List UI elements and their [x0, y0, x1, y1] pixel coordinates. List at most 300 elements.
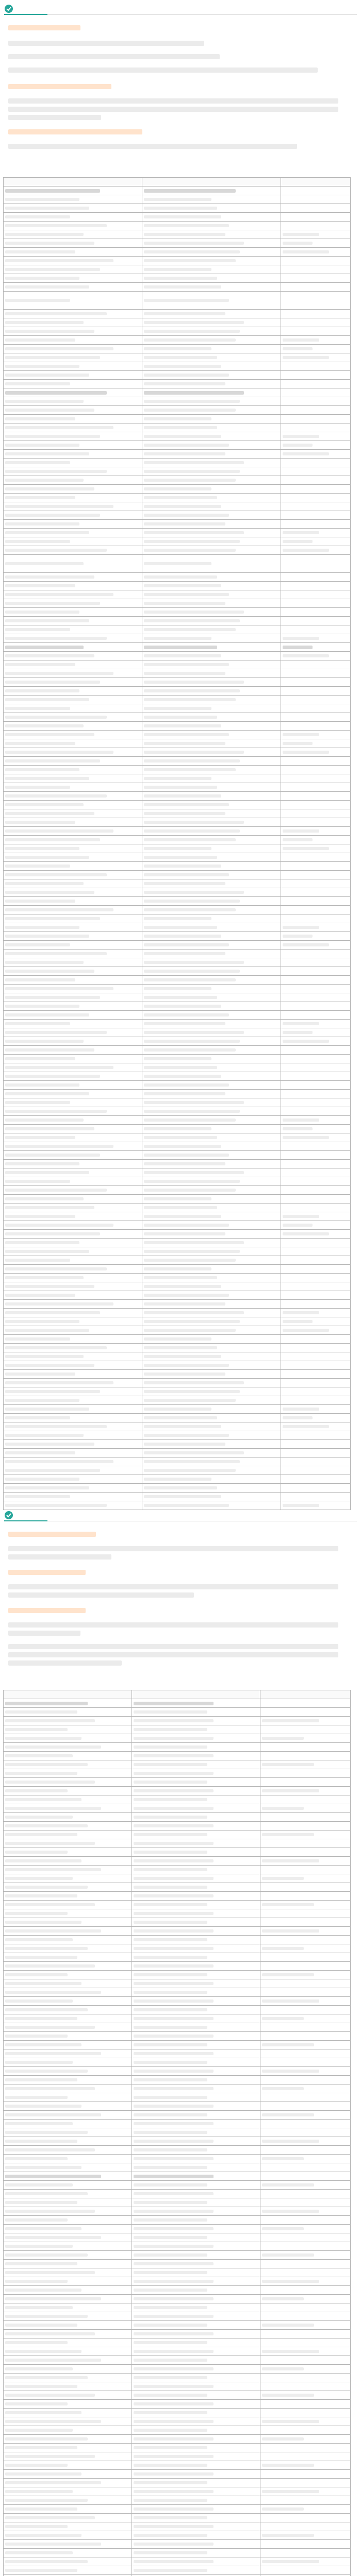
- table-cell: [260, 2233, 351, 2242]
- table-row: [4, 1002, 351, 1011]
- table-row: [4, 1997, 351, 2006]
- table-cell: [142, 1133, 281, 1142]
- table-row: [4, 292, 351, 310]
- table-cell: [4, 2032, 132, 2041]
- table-cell: [260, 1848, 351, 1857]
- table-cell: [132, 1918, 260, 1927]
- table-row: [4, 2470, 351, 2479]
- comparison-table-1: [3, 177, 351, 1510]
- table-cell: [4, 1133, 142, 1142]
- table-cell: [142, 1247, 281, 1256]
- table-cell: [4, 573, 142, 582]
- table-cell: [132, 1725, 260, 1734]
- table-cell: [142, 187, 281, 195]
- table-row: [4, 1979, 351, 1988]
- table-cell: [132, 2216, 260, 2225]
- table-cell: [142, 844, 281, 853]
- table-row: [4, 2233, 351, 2242]
- table-row: [4, 1168, 351, 1177]
- table-cell: [4, 1752, 132, 1760]
- table-cell: [260, 1752, 351, 1760]
- table-cell: [260, 1997, 351, 2006]
- table-cell: [132, 2330, 260, 2338]
- table-cell: [142, 213, 281, 222]
- table-cell: [281, 1151, 351, 1160]
- table-cell: [4, 625, 142, 634]
- table-cell: [4, 1953, 132, 1962]
- brand-logo-icon: [4, 1511, 13, 1520]
- table-cell: [142, 1396, 281, 1405]
- table-cell: [4, 1760, 132, 1769]
- table-cell: [132, 1708, 260, 1717]
- table-cell: [281, 967, 351, 976]
- table-cell: [281, 748, 351, 757]
- table-cell: [260, 2084, 351, 2093]
- table-cell: [281, 950, 351, 958]
- table-cell: [260, 2023, 351, 2032]
- table-cell: [4, 1857, 132, 1866]
- table-cell: [132, 2540, 260, 2549]
- table-row: [4, 459, 351, 467]
- table-cell: [4, 1300, 142, 1309]
- table-cell: [260, 2566, 351, 2575]
- table-cell: [132, 2146, 260, 2155]
- table-cell: [4, 669, 142, 678]
- table-cell: [4, 687, 142, 696]
- table-cell: [281, 380, 351, 388]
- table-cell: [260, 1787, 351, 1795]
- table-cell: [281, 459, 351, 467]
- table-cell: [260, 2277, 351, 2286]
- table-cell: [132, 1822, 260, 1831]
- table-cell: [4, 1212, 142, 1221]
- table-row: [4, 2295, 351, 2303]
- table-cell: [142, 748, 281, 757]
- table-cell: [281, 599, 351, 608]
- table-cell: [132, 2277, 260, 2286]
- table-cell: [4, 248, 142, 257]
- table-cell: [4, 2374, 132, 2382]
- table-row: [4, 2514, 351, 2522]
- table-row: [4, 2207, 351, 2216]
- table-cell: [142, 617, 281, 625]
- table-row: [4, 1813, 351, 1822]
- table-cell: [132, 2444, 260, 2452]
- table-cell: [281, 1361, 351, 1370]
- table-cell: [132, 2058, 260, 2067]
- table-cell: [142, 239, 281, 248]
- table-row: [4, 1449, 351, 1458]
- table-cell: [4, 1142, 142, 1151]
- table-cell: [281, 467, 351, 476]
- table-cell: [142, 537, 281, 546]
- table-row: [4, 976, 351, 985]
- table-cell: [4, 2400, 132, 2409]
- table-cell: [142, 1326, 281, 1335]
- table-row: [4, 608, 351, 617]
- table-cell: [281, 844, 351, 853]
- table-cell: [4, 1944, 132, 1953]
- table-row: [4, 2076, 351, 2084]
- table-cell: [4, 1344, 142, 1352]
- table-row: [4, 2023, 351, 2032]
- table-cell: [260, 2496, 351, 2505]
- table-row: [4, 1291, 351, 1300]
- table-cell: [260, 2347, 351, 2356]
- table-cell: [281, 757, 351, 766]
- table-cell: [4, 590, 142, 599]
- table-cell: [132, 2426, 260, 2435]
- table-cell: [4, 1256, 142, 1265]
- table-cell: [281, 327, 351, 336]
- table-cell: [260, 2409, 351, 2417]
- table-row: [4, 388, 351, 397]
- table-row: [4, 502, 351, 511]
- table-cell: [4, 2233, 132, 2242]
- table-cell: [281, 222, 351, 230]
- table-row: [4, 853, 351, 862]
- table-cell: [4, 871, 142, 879]
- table-cell: [4, 2435, 132, 2444]
- table-cell: [142, 1177, 281, 1186]
- table-cell: [132, 2461, 260, 2470]
- table-cell: [4, 423, 142, 432]
- table-row: [4, 1458, 351, 1466]
- table-cell: [4, 1125, 142, 1133]
- table-cell: [281, 783, 351, 792]
- table-cell: [4, 327, 142, 336]
- table-cell: [142, 1221, 281, 1230]
- table-cell: [4, 2093, 132, 2102]
- table-cell: [4, 2566, 132, 2575]
- table-cell: [281, 906, 351, 914]
- table-cell: [281, 1396, 351, 1405]
- table-cell: [4, 2522, 132, 2531]
- table-cell: [132, 1760, 260, 1769]
- table-cell: [132, 1892, 260, 1901]
- table-cell: [281, 546, 351, 555]
- table-cell: [4, 1405, 142, 1414]
- table-cell: [4, 546, 142, 555]
- table-cell: [132, 2084, 260, 2093]
- table-cell: [260, 2312, 351, 2321]
- table-cell: [4, 362, 142, 371]
- table-cell: [260, 2338, 351, 2347]
- table-cell: [281, 879, 351, 888]
- table-row: [4, 599, 351, 608]
- table-cell: [260, 2417, 351, 2426]
- table-cell: [132, 2049, 260, 2058]
- table-row: [4, 652, 351, 660]
- table-cell: [132, 2014, 260, 2023]
- table-cell: [4, 1046, 142, 1055]
- table-row: [4, 836, 351, 844]
- table-cell: [281, 1063, 351, 1072]
- table-cell: [132, 2155, 260, 2163]
- table-row: [4, 1081, 351, 1090]
- table-cell: [4, 1787, 132, 1795]
- table-cell: [260, 2330, 351, 2338]
- table-cell: [260, 1831, 351, 1839]
- table-cell: [4, 950, 142, 958]
- table-cell: [132, 1979, 260, 1988]
- table-cell: [260, 2207, 351, 2216]
- table-cell: [260, 2032, 351, 2041]
- table-cell: [142, 652, 281, 660]
- table-cell: [142, 1501, 281, 1510]
- table-cell: [132, 2531, 260, 2540]
- table-cell: [281, 213, 351, 222]
- table-cell: [281, 1002, 351, 1011]
- table-cell: [142, 634, 281, 643]
- table-cell: [4, 2216, 132, 2225]
- table-row: [4, 766, 351, 774]
- table-cell: [132, 2032, 260, 2041]
- table-cell: [260, 2557, 351, 2566]
- table-cell: [132, 1883, 260, 1892]
- table-cell: [260, 2172, 351, 2181]
- table-cell: [4, 2207, 132, 2216]
- table-cell: [142, 687, 281, 696]
- table-cell: [281, 1168, 351, 1177]
- table-cell: [142, 1212, 281, 1221]
- table-cell: [281, 494, 351, 502]
- table-cell: [4, 1795, 132, 1804]
- table-cell: [4, 976, 142, 985]
- table-row: [4, 2505, 351, 2514]
- table-cell: [132, 2312, 260, 2321]
- section-2: [0, 1510, 361, 2576]
- table-cell: [142, 292, 281, 310]
- table-cell: [4, 441, 142, 450]
- table-cell: [4, 941, 142, 950]
- table-cell: [4, 213, 142, 222]
- table-cell: [281, 1414, 351, 1422]
- table-row: [4, 801, 351, 809]
- table-cell: [4, 1475, 142, 1484]
- table-cell: [4, 678, 142, 687]
- table-row: [4, 450, 351, 459]
- table-cell: [4, 1370, 142, 1379]
- table-cell: [260, 1892, 351, 1901]
- table-cell: [142, 1458, 281, 1466]
- table-cell: [260, 1936, 351, 1944]
- table-cell: [142, 362, 281, 371]
- table-row: [4, 1760, 351, 1769]
- comparison-table-2: [3, 1690, 351, 2576]
- table-cell: [281, 274, 351, 283]
- table-row: [4, 1839, 351, 1848]
- table-cell: [132, 2505, 260, 2514]
- table-cell: [260, 2295, 351, 2303]
- table-row: [4, 1177, 351, 1186]
- table-cell: [281, 862, 351, 871]
- table-cell: [281, 1300, 351, 1309]
- table-cell: [132, 1874, 260, 1883]
- table-cell: [260, 2549, 351, 2557]
- table-row: [4, 2006, 351, 2014]
- table-row: [4, 1335, 351, 1344]
- table-cell: [281, 976, 351, 985]
- table-cell: [142, 643, 281, 652]
- table-cell: [4, 318, 142, 327]
- table-cell: [142, 529, 281, 537]
- table-row: [4, 827, 351, 836]
- table-row: [4, 1282, 351, 1291]
- table-cell: [132, 2391, 260, 2400]
- table-cell: [260, 2014, 351, 2023]
- table-row: [4, 1927, 351, 1936]
- table-cell: [260, 2076, 351, 2084]
- table-cell: [4, 310, 142, 318]
- table-row: [4, 2155, 351, 2163]
- table-row: [4, 617, 351, 625]
- table-cell: [4, 1247, 142, 1256]
- table-cell: [142, 660, 281, 669]
- table-cell: [260, 2146, 351, 2155]
- table-cell: [281, 722, 351, 731]
- table-cell: [142, 1081, 281, 1090]
- table-cell: [4, 511, 142, 520]
- table-cell: [281, 827, 351, 836]
- table-cell: [281, 1072, 351, 1081]
- table-cell: [281, 239, 351, 248]
- table-row: [4, 1020, 351, 1028]
- table-row: [4, 1971, 351, 1979]
- table-cell: [260, 2426, 351, 2435]
- table-cell: [260, 1901, 351, 1909]
- table-cell: [281, 1239, 351, 1247]
- table-cell: [4, 1699, 132, 1708]
- table-cell: [4, 2496, 132, 2505]
- table-cell: [142, 1370, 281, 1379]
- table-row: [4, 476, 351, 485]
- table-cell: [281, 1309, 351, 1317]
- table-cell: [4, 2049, 132, 2058]
- table-cell: [4, 1778, 132, 1787]
- table-row: [4, 1493, 351, 1501]
- table-cell: [142, 713, 281, 722]
- table-cell: [260, 1883, 351, 1892]
- table-row: [4, 415, 351, 423]
- table-row: [4, 1422, 351, 1431]
- table-cell: [142, 441, 281, 450]
- table-row: [4, 1265, 351, 1274]
- table-cell: [260, 2225, 351, 2233]
- table-cell: [281, 669, 351, 678]
- table-cell: [142, 204, 281, 213]
- table-cell: [4, 2111, 132, 2120]
- table-cell: [260, 2540, 351, 2549]
- table-cell: [142, 380, 281, 388]
- table-row: [4, 582, 351, 590]
- table-cell: [281, 1387, 351, 1396]
- table-cell: [142, 1011, 281, 1020]
- table-header-cell: [142, 178, 281, 187]
- table-cell: [281, 1344, 351, 1352]
- table-cell: [260, 2286, 351, 2295]
- table-row: [4, 731, 351, 739]
- table-cell: [4, 459, 142, 467]
- table-cell: [142, 467, 281, 476]
- table-row: [4, 1300, 351, 1309]
- table-cell: [281, 283, 351, 292]
- table-cell: [4, 502, 142, 511]
- table-cell: [4, 1028, 142, 1037]
- table-row: [4, 792, 351, 801]
- table-cell: [281, 1475, 351, 1484]
- table-cell: [4, 1204, 142, 1212]
- table-cell: [142, 766, 281, 774]
- table-row: [4, 2084, 351, 2093]
- table-row: [4, 371, 351, 380]
- table-cell: [260, 2058, 351, 2067]
- table-row: [4, 2181, 351, 2190]
- table-row: [4, 222, 351, 230]
- table-cell: [260, 2006, 351, 2014]
- table-cell: [281, 1028, 351, 1037]
- table-cell: [142, 1344, 281, 1352]
- table-cell: [260, 1734, 351, 1743]
- table-cell: [4, 888, 142, 897]
- table-cell: [142, 1440, 281, 1449]
- table-cell: [281, 582, 351, 590]
- table-cell: [281, 230, 351, 239]
- table-cell: [4, 1160, 142, 1168]
- table-row: [4, 985, 351, 993]
- table-row: [4, 555, 351, 573]
- table-cell: [142, 450, 281, 459]
- table-row: [4, 897, 351, 906]
- table-cell: [281, 774, 351, 783]
- table-row: [4, 2102, 351, 2111]
- table-row: [4, 2400, 351, 2409]
- table-row: [4, 2426, 351, 2435]
- table-cell: [4, 2514, 132, 2522]
- table-cell: [281, 871, 351, 879]
- table-cell: [142, 371, 281, 380]
- table-cell: [281, 836, 351, 844]
- table-row: [4, 1125, 351, 1133]
- table-cell: [142, 967, 281, 976]
- table-row: [4, 1901, 351, 1909]
- table-cell: [4, 2084, 132, 2093]
- table-row: [4, 783, 351, 792]
- table-cell: [4, 345, 142, 353]
- table-cell: [132, 2286, 260, 2295]
- table-cell: [4, 1962, 132, 1971]
- table-cell: [4, 2014, 132, 2023]
- table-cell: [4, 520, 142, 529]
- table-row: [4, 2093, 351, 2102]
- table-cell: [142, 774, 281, 783]
- table-cell: [4, 1466, 142, 1475]
- table-cell: [260, 1699, 351, 1708]
- table-cell: [142, 520, 281, 529]
- table-cell: [132, 2198, 260, 2207]
- table-cell: [4, 555, 142, 573]
- table-cell: [4, 2102, 132, 2111]
- table-cell: [4, 897, 142, 906]
- table-cell: [142, 1160, 281, 1168]
- table-cell: [4, 1291, 142, 1300]
- table-cell: [4, 371, 142, 380]
- table-cell: [132, 2522, 260, 2531]
- table-cell: [142, 914, 281, 923]
- table-cell: [142, 1055, 281, 1063]
- table-cell: [4, 1734, 132, 1743]
- table-row: [4, 1072, 351, 1081]
